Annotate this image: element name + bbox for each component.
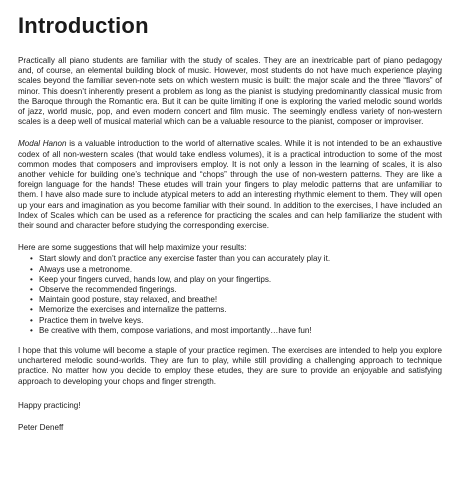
list-item: • Practice them in twelve keys. bbox=[30, 316, 442, 326]
closing-line: Happy practicing! bbox=[18, 400, 81, 410]
book-title-italic: Modal Hanon bbox=[18, 139, 67, 149]
suggestions-lead: Here are some suggestions that will help maximize your results: bbox=[18, 243, 247, 253]
list-item: • Memorize the exercises and internalize the patterns. bbox=[30, 305, 442, 315]
author-signature: Peter Deneff bbox=[18, 423, 64, 433]
intro-paragraph-1: Practically all piano students are familiar with the study of scales. They are an inextricable part of piano pedagogy and, of course, an elemental building block of music. However, most students do not have much experience playing scales beyond the familiar seven-note sets on which western music is built: the major scale and the three “flavors” of minor. This doesn’t inherently present a problem as long as the pianist is studying predominantly classical music from the Baroque through the Romantic era. But it can be quite limiting if one is exploring the varied melodic sound worlds of jazz, world music, pop, and even modern concert and film music. The seemingly endless variety of non-western scales is a deep well of musical material which can be a valuable resource to the pianist, composer or improviser. bbox=[18, 56, 442, 127]
list-item: • Maintain good posture, stay relaxed, and breathe! bbox=[30, 295, 442, 305]
list-item: • Observe the recommended fingerings. bbox=[30, 285, 442, 295]
intro-paragraph-2-text: is a valuable introduction to the world of alternative scales. While it is not intended to be an exhaustive codex of all non-western scales (that would take endless volumes), it is a practical introduction to some of the most common modes that composers and improvisers employ. It is not only a lesson in the learning of scales, it is also another vehicle for building one’s technique and “chops” through the use of non-western patterns. They are like a foreign language for the hands! These etudes will train your fingers to play melodic patterns that are unfamiliar to them. I have also made sure to include atypical meters to add an interesting rhythmic element to them. They will open up your ears and imagination as you become familiar with their sound. In addition to the exercises, I have included an Index of Scales which can be used as a reference for practicing the scales and can help familiarize the student with their sound and character before studying the corresponding exercise. bbox=[18, 139, 442, 231]
list-item: • Keep your fingers curved, hands low, and play on your fingertips. bbox=[30, 275, 442, 285]
document-page bbox=[18, 14, 442, 440]
list-item: • Be creative with them, compose variations, and most importantly…have fun! bbox=[30, 326, 442, 336]
intro-paragraph-closing: I hope that this volume will become a staple of your practice regimen. The exercises are intended to help you explore unchartered melodic sound-worlds. They are fun to play, while still providing a challenging approach to technique practice. No matter how you decide to employ these etudes, they are sure to provide an enjoyable and satisfying approach to developing your chops and finger strength. bbox=[18, 346, 442, 386]
suggestions-list bbox=[18, 254, 442, 336]
list-item: • Always use a metronome. bbox=[30, 265, 442, 275]
intro-paragraph-2 bbox=[18, 139, 442, 231]
page-title: Introduction bbox=[18, 13, 149, 38]
list-item: • Start slowly and don’t practice any exercise faster than you can accurately play it. bbox=[30, 254, 442, 264]
